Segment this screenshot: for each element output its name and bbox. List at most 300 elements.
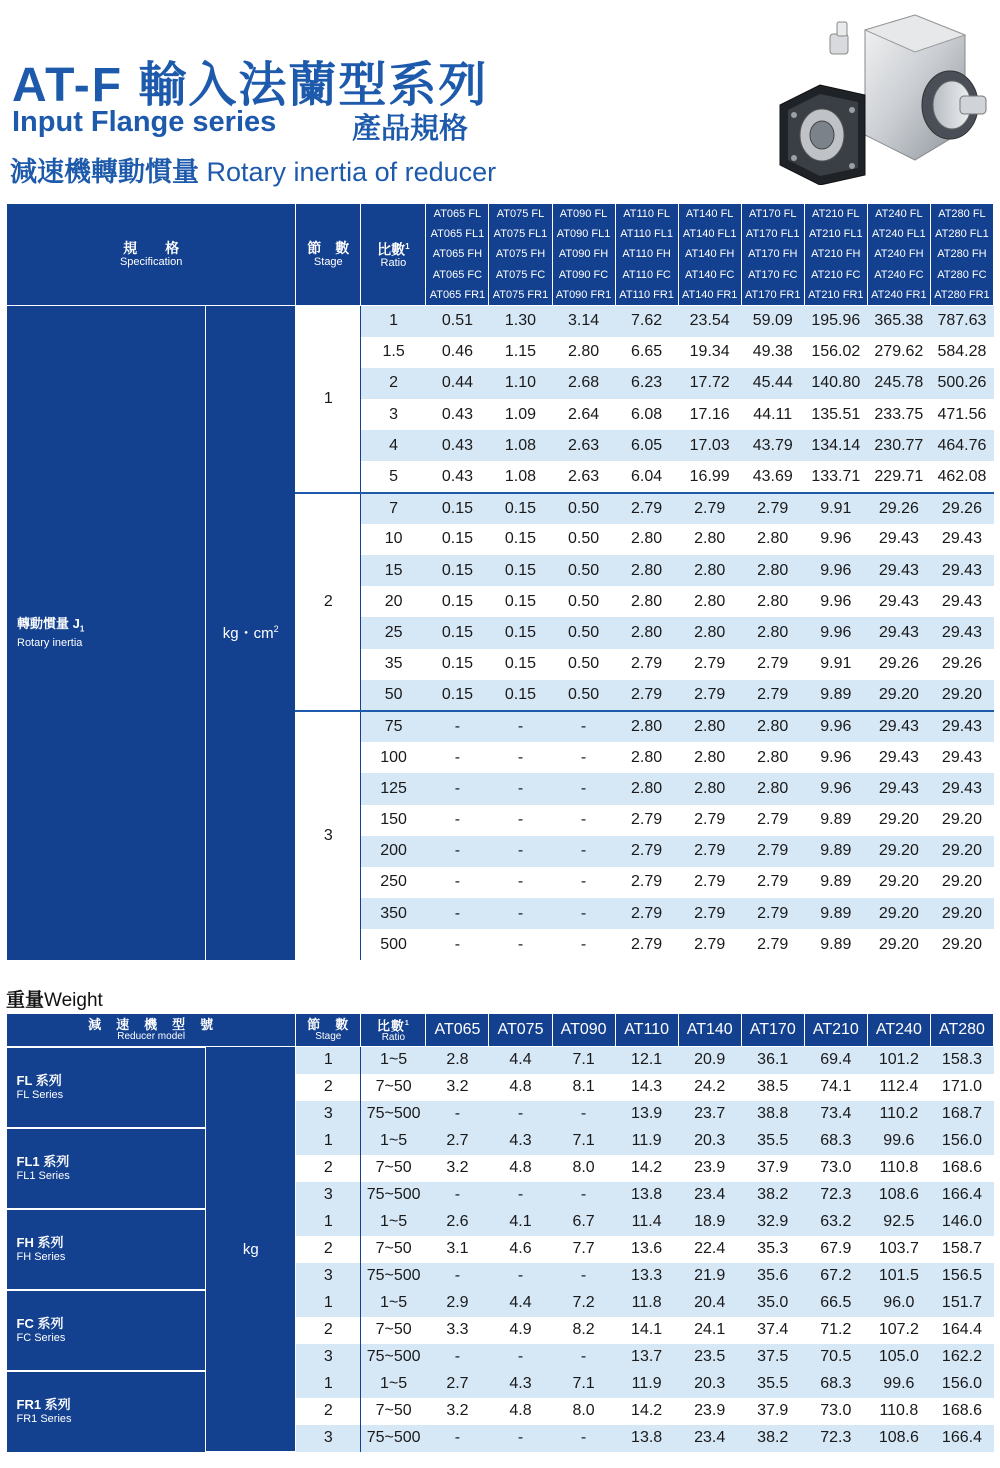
- inertia-value-cell: -: [489, 898, 552, 929]
- weight-value-cell: -: [489, 1182, 552, 1209]
- weight-value-cell: 8.1: [552, 1074, 615, 1101]
- inertia-value-cell: -: [426, 867, 489, 898]
- weight-value-cell: 4.8: [489, 1398, 552, 1425]
- inertia-value-cell: 787.63: [930, 306, 993, 337]
- weight-value-cell: 14.1: [615, 1317, 678, 1344]
- series-label-zh: FL1 系列: [16, 1153, 70, 1169]
- inertia-value-cell: 9.89: [804, 836, 867, 867]
- inertia-value-cell: -: [489, 711, 552, 742]
- inertia-value-cell: 2.80: [678, 711, 741, 742]
- weight-value-cell: 4.9: [489, 1317, 552, 1344]
- inertia-value-cell: 29.26: [930, 493, 993, 524]
- weight-ratio-en: Ratio: [381, 1032, 406, 1044]
- inertia-value-cell: 29.26: [867, 493, 930, 524]
- inertia-title-zh: 減速機轉動慣量: [10, 157, 199, 187]
- inertia-value-cell: 2.80: [741, 711, 804, 742]
- inertia-value-cell: 229.71: [867, 461, 930, 492]
- inertia-value-cell: 2.79: [615, 493, 678, 524]
- weight-value-cell: -: [489, 1263, 552, 1290]
- model-name: AT280 FC: [937, 268, 987, 281]
- weight-value-cell: 35.0: [741, 1290, 804, 1317]
- inertia-value-cell: 9.96: [804, 773, 867, 804]
- weight-model-header-cell: AT280: [930, 1014, 993, 1047]
- weight-value-cell: -: [552, 1425, 615, 1452]
- weight-row: [7, 1371, 994, 1398]
- inertia-value-cell: -: [552, 711, 615, 742]
- weight-value-cell: 7.2: [552, 1290, 615, 1317]
- inertia-value-cell: 29.43: [867, 742, 930, 773]
- stage-cell: 2: [296, 493, 361, 711]
- inertia-value-cell: 1.09: [489, 399, 552, 430]
- inertia-value-cell: 0.15: [489, 586, 552, 617]
- model-name: AT110 FR1: [619, 288, 674, 301]
- weight-unit-cell: kg: [206, 1047, 296, 1452]
- model-header-cell: [741, 204, 804, 306]
- weight-value-cell: 73.0: [804, 1398, 867, 1425]
- weight-value-cell: 3.1: [426, 1236, 489, 1263]
- weight-value-cell: 2.6: [426, 1209, 489, 1236]
- weight-ratio-cell: 1~5: [361, 1371, 426, 1398]
- weight-ratio-cell: 7~50: [361, 1398, 426, 1425]
- weight-stage-cell: 1: [296, 1209, 361, 1236]
- weight-ratio-zh-text: 比數: [376, 1018, 405, 1034]
- ratio-header-zh-text: 比數: [377, 241, 406, 258]
- weight-model-header-cell: AT210: [804, 1014, 867, 1047]
- ratio-header-en: Ratio: [380, 257, 407, 270]
- weight-value-cell: 8.0: [552, 1155, 615, 1182]
- inertia-value-cell: 16.99: [678, 461, 741, 492]
- inertia-value-cell: 0.44: [426, 368, 489, 399]
- weight-stage-cell: 1: [296, 1047, 361, 1074]
- weight-ratio-cell: 75~500: [361, 1263, 426, 1290]
- inertia-value-cell: 279.62: [867, 337, 930, 368]
- inertia-value-cell: 29.20: [867, 805, 930, 836]
- inertia-header-row: [7, 204, 994, 306]
- inertia-value-cell: 9.96: [804, 586, 867, 617]
- inertia-value-cell: 2.79: [678, 898, 741, 929]
- weight-value-cell: 37.5: [741, 1344, 804, 1371]
- inertia-value-cell: -: [552, 836, 615, 867]
- inertia-value-cell: 2.79: [678, 649, 741, 680]
- inertia-value-cell: 2.80: [741, 742, 804, 773]
- inertia-value-cell: -: [426, 929, 489, 960]
- series-label-zh: FR1 系列: [16, 1397, 71, 1412]
- stage-cell: 1: [296, 306, 361, 493]
- weight-value-cell: 20.3: [678, 1371, 741, 1398]
- inertia-value-cell: -: [426, 711, 489, 742]
- inertia-value-cell: 44.11: [741, 399, 804, 430]
- model-name: AT140 FR1: [681, 288, 738, 301]
- inertia-value-cell: 2.80: [678, 524, 741, 555]
- weight-model-header-cell: AT170: [741, 1014, 804, 1047]
- weight-value-cell: 158.3: [930, 1047, 993, 1074]
- ratio-header-zh: [361, 239, 425, 258]
- weight-stage-cell: 1: [296, 1290, 361, 1317]
- weight-value-cell: 110.2: [867, 1101, 930, 1128]
- inertia-value-cell: 2.80: [615, 742, 678, 773]
- model-name: AT210 FR1: [808, 288, 864, 301]
- weight-model-header-cell: AT075: [489, 1014, 552, 1047]
- weight-value-cell: 11.4: [615, 1209, 678, 1236]
- weight-value-cell: -: [426, 1182, 489, 1209]
- weight-value-cell: 13.9: [615, 1101, 678, 1128]
- inertia-value-cell: 29.43: [867, 773, 930, 804]
- inertia-value-cell: 2.79: [741, 898, 804, 929]
- model-name: AT110 FC: [622, 268, 671, 281]
- weight-value-cell: 72.3: [804, 1182, 867, 1209]
- weight-model-header-cell: AT140: [678, 1014, 741, 1047]
- inertia-value-cell: -: [552, 867, 615, 898]
- weight-value-cell: 96.0: [867, 1290, 930, 1317]
- weight-value-cell: 67.9: [804, 1236, 867, 1263]
- model-name: AT075 FL1: [493, 228, 548, 241]
- weight-stage-cell: 1: [296, 1128, 361, 1155]
- weight-ratio-cell: 75~500: [361, 1425, 426, 1452]
- model-name: AT065 FL1: [430, 228, 485, 241]
- weight-model-header-cell: AT065: [426, 1014, 489, 1047]
- stage-cell: 3: [296, 711, 361, 961]
- weight-ratio-footnote: 1: [404, 1019, 410, 1027]
- model-name: AT170 FR1: [745, 288, 801, 301]
- weight-value-cell: -: [489, 1344, 552, 1371]
- inertia-value-cell: 2.79: [615, 680, 678, 711]
- inertia-value-cell: 29.43: [930, 555, 993, 586]
- weight-value-cell: 107.2: [867, 1317, 930, 1344]
- model-name: AT075 FL: [496, 208, 545, 220]
- inertia-value-cell: 29.20: [867, 867, 930, 898]
- inertia-value-cell: 2.80: [741, 617, 804, 648]
- model-name: AT075 FH: [495, 248, 546, 261]
- weight-value-cell: 38.2: [741, 1425, 804, 1452]
- model-name: AT065 FR1: [429, 288, 486, 301]
- weight-title-en: Weight: [44, 990, 103, 1011]
- inertia-value-cell: -: [552, 898, 615, 929]
- inertia-table: [6, 203, 994, 961]
- weight-value-cell: 14.3: [615, 1074, 678, 1101]
- model-name: AT140 FL: [685, 208, 734, 220]
- weight-value-cell: 151.7: [930, 1290, 993, 1317]
- weight-value-cell: 4.3: [489, 1128, 552, 1155]
- ratio-cell: 350: [361, 898, 426, 929]
- weight-value-cell: 12.1: [615, 1047, 678, 1074]
- inertia-value-cell: 230.77: [867, 430, 930, 461]
- inertia-value-cell: 0.15: [426, 524, 489, 555]
- weight-row: [7, 1128, 994, 1155]
- inertia-value-cell: 9.89: [804, 805, 867, 836]
- weight-value-cell: 4.8: [489, 1155, 552, 1182]
- weight-ratio-cell: 7~50: [361, 1317, 426, 1344]
- ratio-cell: 4: [361, 430, 426, 461]
- model-name: AT210 FL1: [808, 228, 863, 241]
- model-name: AT240 FR1: [871, 288, 927, 301]
- inertia-value-cell: -: [489, 867, 552, 898]
- inertia-value-cell: 2.80: [615, 586, 678, 617]
- inertia-value-cell: 9.96: [804, 524, 867, 555]
- inertia-value-cell: 2.79: [741, 805, 804, 836]
- inertia-value-cell: 0.15: [489, 649, 552, 680]
- inertia-value-cell: 0.50: [552, 649, 615, 680]
- rotary-inertia-subscript: 1: [79, 624, 85, 634]
- weight-value-cell: 4.4: [489, 1047, 552, 1074]
- weight-stage-cell: 3: [296, 1425, 361, 1452]
- ratio-cell: 50: [361, 680, 426, 711]
- inertia-value-cell: 135.51: [804, 399, 867, 430]
- inertia-unit-sup: 2: [273, 624, 279, 635]
- ratio-cell: 2: [361, 368, 426, 399]
- weight-value-cell: 11.9: [615, 1128, 678, 1155]
- ratio-cell: 150: [361, 805, 426, 836]
- inertia-value-cell: 6.08: [615, 399, 678, 430]
- inertia-row: [7, 306, 994, 337]
- inertia-value-cell: 0.46: [426, 337, 489, 368]
- model-name: AT240 FL1: [872, 228, 926, 241]
- inertia-value-cell: -: [426, 805, 489, 836]
- weight-value-cell: -: [552, 1344, 615, 1371]
- series-label-cell: [7, 1290, 206, 1371]
- inertia-value-cell: 9.96: [804, 617, 867, 648]
- inertia-value-cell: -: [489, 929, 552, 960]
- rotary-inertia-en: Rotary inertia: [17, 637, 83, 650]
- model-header-cell: [804, 204, 867, 306]
- model-name: AT140 FC: [685, 268, 735, 281]
- reducer-model-zh: 減 速 機 型 號: [88, 1016, 215, 1032]
- model-name: AT140 FL1: [682, 228, 737, 241]
- inertia-value-cell: 0.50: [552, 555, 615, 586]
- weight-value-cell: 162.2: [930, 1344, 993, 1371]
- weight-header-row: [7, 1014, 994, 1047]
- weight-value-cell: 36.1: [741, 1047, 804, 1074]
- inertia-value-cell: 2.79: [615, 898, 678, 929]
- inertia-value-cell: 2.80: [741, 773, 804, 804]
- inertia-value-cell: 0.50: [552, 680, 615, 711]
- weight-value-cell: 21.9: [678, 1263, 741, 1290]
- weight-value-cell: 3.2: [426, 1074, 489, 1101]
- inertia-value-cell: 9.91: [804, 493, 867, 524]
- inertia-value-cell: 7.62: [615, 306, 678, 337]
- weight-ratio-cell: 1~5: [361, 1290, 426, 1317]
- inertia-value-cell: 43.69: [741, 461, 804, 492]
- inertia-value-cell: 0.15: [489, 493, 552, 524]
- spec-header-en: Specification: [119, 255, 183, 268]
- model-name: AT110 FH: [622, 248, 671, 261]
- inertia-value-cell: 2.64: [552, 399, 615, 430]
- weight-value-cell: 38.2: [741, 1182, 804, 1209]
- weight-value-cell: 71.2: [804, 1317, 867, 1344]
- inertia-value-cell: 0.15: [426, 680, 489, 711]
- inertia-value-cell: 0.51: [426, 306, 489, 337]
- inertia-value-cell: 9.89: [804, 867, 867, 898]
- weight-ratio-cell: 7~50: [361, 1074, 426, 1101]
- weight-value-cell: 22.4: [678, 1236, 741, 1263]
- weight-value-cell: 156.5: [930, 1263, 993, 1290]
- model-name: AT170 FL: [748, 208, 797, 220]
- inertia-value-cell: 2.68: [552, 368, 615, 399]
- page-title: AT-F 輸入法蘭型系列: [12, 59, 489, 112]
- weight-value-cell: 13.8: [615, 1425, 678, 1452]
- inertia-value-cell: 2.80: [615, 617, 678, 648]
- weight-value-cell: 20.3: [678, 1128, 741, 1155]
- inertia-value-cell: 2.79: [615, 867, 678, 898]
- weight-value-cell: 74.1: [804, 1074, 867, 1101]
- weight-ratio-cell: 7~50: [361, 1236, 426, 1263]
- weight-value-cell: 171.0: [930, 1074, 993, 1101]
- inertia-value-cell: 0.15: [426, 649, 489, 680]
- weight-value-cell: 23.9: [678, 1155, 741, 1182]
- inertia-value-cell: 0.15: [489, 555, 552, 586]
- weight-value-cell: 99.6: [867, 1128, 930, 1155]
- model-name: AT075 FR1: [492, 288, 549, 301]
- inertia-value-cell: 29.26: [930, 649, 993, 680]
- inertia-value-cell: 500.26: [930, 368, 993, 399]
- inertia-value-cell: 0.15: [426, 493, 489, 524]
- inertia-value-cell: 471.56: [930, 399, 993, 430]
- inertia-value-cell: 2.80: [552, 337, 615, 368]
- inertia-value-cell: -: [489, 805, 552, 836]
- weight-value-cell: 164.4: [930, 1317, 993, 1344]
- weight-value-cell: -: [426, 1344, 489, 1371]
- weight-value-cell: 99.6: [867, 1371, 930, 1398]
- gearbox-product-image: [770, 10, 995, 185]
- inertia-value-cell: 29.43: [867, 711, 930, 742]
- weight-value-cell: 24.2: [678, 1074, 741, 1101]
- rotary-inertia-label-cell: [7, 306, 206, 961]
- weight-value-cell: 73.4: [804, 1101, 867, 1128]
- inertia-value-cell: 0.15: [489, 680, 552, 711]
- weight-value-cell: 24.1: [678, 1317, 741, 1344]
- inertia-value-cell: 1.10: [489, 368, 552, 399]
- ratio-header-cell: [361, 204, 426, 306]
- weight-value-cell: 66.5: [804, 1290, 867, 1317]
- weight-value-cell: 14.2: [615, 1155, 678, 1182]
- series-label-en: FC Series: [16, 1331, 66, 1344]
- weight-value-cell: -: [489, 1425, 552, 1452]
- weight-row: [7, 1290, 994, 1317]
- weight-value-cell: 67.2: [804, 1263, 867, 1290]
- weight-value-cell: 4.6: [489, 1236, 552, 1263]
- model-name: AT280 FL1: [935, 228, 989, 241]
- inertia-value-cell: 2.79: [741, 836, 804, 867]
- weight-ratio-cell: 1~5: [361, 1209, 426, 1236]
- inertia-value-cell: 2.79: [741, 493, 804, 524]
- ratio-cell: 25: [361, 617, 426, 648]
- weight-value-cell: 37.4: [741, 1317, 804, 1344]
- series-label-cell: [7, 1209, 206, 1290]
- inertia-value-cell: 29.20: [930, 929, 993, 960]
- inertia-value-cell: 2.79: [615, 929, 678, 960]
- inertia-value-cell: 2.79: [678, 805, 741, 836]
- inertia-value-cell: 0.50: [552, 524, 615, 555]
- weight-stage-cell: 3: [296, 1101, 361, 1128]
- model-name: AT110 FL1: [620, 228, 673, 241]
- weight-value-cell: 69.4: [804, 1047, 867, 1074]
- model-header-cell: [930, 204, 993, 306]
- series-label-cell: [7, 1047, 206, 1128]
- inertia-value-cell: 3.14: [552, 306, 615, 337]
- weight-value-cell: 20.4: [678, 1290, 741, 1317]
- weight-stage-cell: 2: [296, 1236, 361, 1263]
- weight-value-cell: 35.5: [741, 1128, 804, 1155]
- inertia-value-cell: 1.08: [489, 430, 552, 461]
- inertia-value-cell: 45.44: [741, 368, 804, 399]
- inertia-value-cell: -: [489, 742, 552, 773]
- inertia-value-cell: 2.79: [615, 836, 678, 867]
- ratio-cell: 75: [361, 711, 426, 742]
- weight-value-cell: 168.6: [930, 1398, 993, 1425]
- inertia-value-cell: 29.43: [867, 555, 930, 586]
- weight-stage-cell: 2: [296, 1317, 361, 1344]
- weight-value-cell: 23.4: [678, 1182, 741, 1209]
- inertia-value-cell: 2.79: [741, 649, 804, 680]
- weight-value-cell: 4.3: [489, 1371, 552, 1398]
- inertia-value-cell: 9.96: [804, 555, 867, 586]
- weight-value-cell: 8.2: [552, 1317, 615, 1344]
- inertia-value-cell: 29.20: [930, 805, 993, 836]
- inertia-value-cell: 2.63: [552, 430, 615, 461]
- inertia-value-cell: -: [489, 773, 552, 804]
- weight-value-cell: 110.8: [867, 1398, 930, 1425]
- model-name: AT280 FR1: [934, 288, 990, 301]
- weight-value-cell: 70.5: [804, 1344, 867, 1371]
- model-name: AT240 FH: [874, 248, 924, 261]
- series-label-zh: FL 系列: [16, 1072, 62, 1088]
- inertia-value-cell: 17.72: [678, 368, 741, 399]
- model-name: AT170 FH: [748, 248, 798, 261]
- weight-value-cell: 73.0: [804, 1155, 867, 1182]
- ratio-header-footnote: 1: [405, 241, 410, 251]
- inertia-value-cell: 2.80: [678, 773, 741, 804]
- weight-value-cell: 158.7: [930, 1236, 993, 1263]
- inertia-value-cell: 29.43: [867, 524, 930, 555]
- weight-value-cell: 13.6: [615, 1236, 678, 1263]
- weight-ratio-cell: 1~5: [361, 1047, 426, 1074]
- inertia-value-cell: 2.79: [615, 805, 678, 836]
- model-name: AT065 FC: [432, 268, 483, 281]
- model-name: AT090 FC: [558, 268, 609, 281]
- inertia-value-cell: -: [552, 805, 615, 836]
- model-header-cell: [489, 204, 552, 306]
- inertia-value-cell: 43.79: [741, 430, 804, 461]
- page-title-spec: 產品規格: [352, 113, 469, 145]
- weight-ratio-cell: 75~500: [361, 1182, 426, 1209]
- ratio-cell: 15: [361, 555, 426, 586]
- weight-value-cell: 11.9: [615, 1371, 678, 1398]
- inertia-value-cell: 29.20: [930, 680, 993, 711]
- inertia-value-cell: 1.08: [489, 461, 552, 492]
- inertia-value-cell: 2.80: [615, 773, 678, 804]
- inertia-value-cell: 2.63: [552, 461, 615, 492]
- weight-value-cell: 35.6: [741, 1263, 804, 1290]
- weight-value-cell: 18.9: [678, 1209, 741, 1236]
- weight-model-header-cell: AT240: [867, 1014, 930, 1047]
- inertia-unit-text: kg・cm: [222, 625, 274, 643]
- inertia-value-cell: 2.80: [615, 524, 678, 555]
- weight-value-cell: 105.0: [867, 1344, 930, 1371]
- series-label-en: FL1 Series: [16, 1169, 70, 1182]
- inertia-value-cell: 0.15: [489, 617, 552, 648]
- weight-value-cell: 68.3: [804, 1128, 867, 1155]
- inertia-value-cell: 6.04: [615, 461, 678, 492]
- inertia-value-cell: 6.05: [615, 430, 678, 461]
- inertia-value-cell: 29.20: [867, 680, 930, 711]
- stage-header-cell: [296, 204, 361, 306]
- ratio-cell: 500: [361, 929, 426, 960]
- weight-value-cell: 11.8: [615, 1290, 678, 1317]
- weight-value-cell: 38.5: [741, 1074, 804, 1101]
- inertia-title-en: Rotary inertia of reducer: [206, 157, 497, 187]
- ratio-cell: 3: [361, 399, 426, 430]
- inertia-value-cell: 29.43: [930, 742, 993, 773]
- inertia-value-cell: 29.20: [930, 867, 993, 898]
